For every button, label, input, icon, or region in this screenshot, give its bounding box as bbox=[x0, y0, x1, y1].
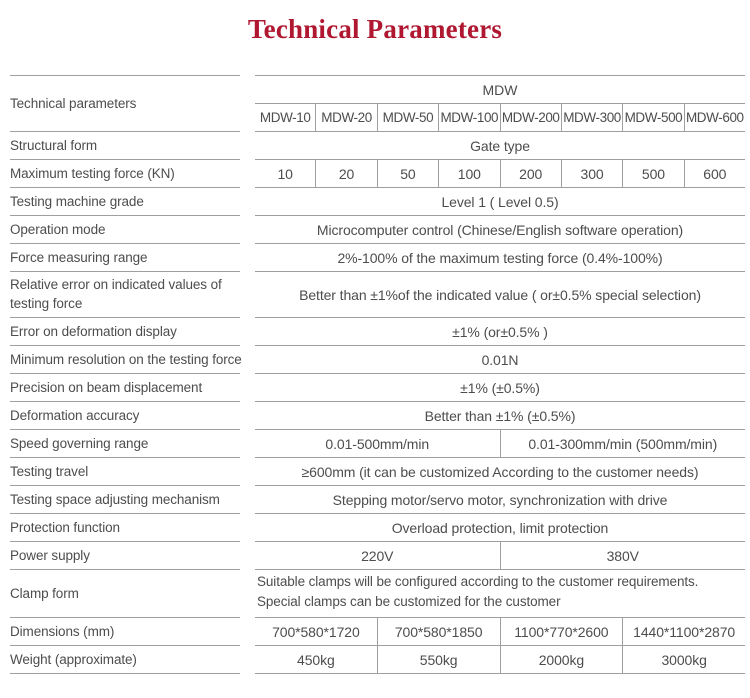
row-label: Power supply bbox=[10, 542, 240, 570]
row-weight bbox=[10, 646, 745, 674]
cell-value: 0.01-500mm/min bbox=[325, 435, 430, 452]
row-label: Dimensions (mm) bbox=[10, 618, 240, 646]
row-minimum-resolution bbox=[10, 346, 745, 374]
model-name: MDW-500 bbox=[622, 104, 683, 131]
cell-value: 300 bbox=[561, 160, 622, 187]
page-title: Technical Parameters bbox=[247, 14, 503, 44]
model-name: MDW-200 bbox=[500, 104, 561, 131]
model-header-cells bbox=[255, 104, 745, 131]
cell-value: 450kg bbox=[297, 651, 335, 668]
cell-value: 0.01N bbox=[481, 351, 519, 368]
row-label: Error on deformation display bbox=[10, 318, 240, 346]
row-power-supply bbox=[10, 542, 745, 570]
cell-value: 1100*770*2600 bbox=[500, 618, 623, 645]
row-dimensions bbox=[10, 618, 745, 646]
row-space-adjusting-mechanism bbox=[10, 486, 745, 514]
row-label: Relative error on indicated values of testing force bbox=[10, 272, 240, 318]
cell-value: Better than ±1%of the indicated value ( or±0.5% special selection) bbox=[299, 286, 701, 303]
row-label: Operation mode bbox=[10, 216, 240, 244]
model-name: MDW-600 bbox=[684, 104, 745, 131]
model-name: MDW-100 bbox=[438, 104, 499, 131]
cell-value: 220V bbox=[361, 547, 394, 564]
row-label: Precision on beam displacement bbox=[10, 374, 240, 402]
cell-value: 2000kg bbox=[500, 646, 623, 673]
row-deformation-display-error bbox=[10, 318, 745, 346]
cell-value: Overload protection, limit protection bbox=[391, 519, 609, 536]
cell-value: Level 1 ( Level 0.5) bbox=[441, 193, 559, 210]
row-operation-mode bbox=[10, 216, 745, 244]
cell-value: ±1% (±0.5%) bbox=[460, 379, 540, 396]
row-structural-form bbox=[10, 132, 745, 160]
cell-value: Gate type bbox=[470, 137, 530, 154]
cell-value: Stepping motor/servo motor, synchronization with drive bbox=[332, 491, 668, 508]
cell-value: 550kg bbox=[377, 646, 500, 673]
model-name: MDW-300 bbox=[561, 104, 622, 131]
row-label: Maximum testing force (KN) bbox=[10, 160, 240, 188]
cell-value: ±1% (or±0.5% ) bbox=[452, 323, 548, 340]
cell-value: 500 bbox=[622, 160, 683, 187]
cell-value: Microcomputer control (Chinese/English software operation) bbox=[316, 221, 684, 238]
cell-value: 1440*1100*2870 bbox=[622, 618, 745, 645]
row-label: Protection function bbox=[10, 514, 240, 542]
cell-value: 0.01-300mm/min (500mm/min) bbox=[500, 430, 746, 457]
row-max-testing-force bbox=[10, 160, 745, 188]
row-protection-function bbox=[10, 514, 745, 542]
row-force-measuring-range bbox=[10, 244, 745, 272]
model-name: MDW-50 bbox=[377, 104, 438, 131]
row-label: Testing space adjusting mechanism bbox=[10, 486, 240, 514]
column-gap bbox=[240, 75, 255, 132]
cell-value: 20 bbox=[315, 160, 376, 187]
cell-value: 700*580*1720 bbox=[272, 623, 360, 640]
row-speed-governing-range bbox=[10, 430, 745, 458]
cell-value: 380V bbox=[500, 542, 746, 569]
cell-value: 3000kg bbox=[622, 646, 745, 673]
parameters-table bbox=[10, 75, 745, 674]
model-name: MDW-10 bbox=[259, 110, 311, 125]
row-machine-grade bbox=[10, 188, 745, 216]
row-clamp-form bbox=[10, 570, 745, 618]
table-header-row bbox=[10, 75, 745, 132]
model-group-cell: MDW bbox=[255, 76, 745, 104]
row-testing-travel bbox=[10, 458, 745, 486]
cell-value: Suitable clamps will be configured according to the customer requirements. Special clamps can be customized for the customer bbox=[257, 574, 699, 610]
row-label: Minimum resolution on the testing force bbox=[10, 346, 240, 374]
row-label: Clamp form bbox=[10, 570, 240, 618]
header-label: Technical parameters bbox=[10, 75, 240, 132]
row-relative-error bbox=[10, 272, 745, 318]
cell-value: 2%-100% of the maximum testing force (0.4%-100%) bbox=[337, 249, 663, 266]
row-beam-displacement-precision bbox=[10, 374, 745, 402]
row-label: Force measuring range bbox=[10, 244, 240, 272]
cell-value: 700*580*1850 bbox=[377, 618, 500, 645]
row-deformation-accuracy bbox=[10, 402, 745, 430]
cell-value: Better than ±1% (±0.5%) bbox=[424, 407, 576, 424]
row-label: Weight (approximate) bbox=[10, 646, 240, 674]
cell-value: 50 bbox=[377, 160, 438, 187]
cell-value: 600 bbox=[684, 160, 745, 187]
row-label: Testing travel bbox=[10, 458, 240, 486]
row-label: Speed governing range bbox=[10, 430, 240, 458]
cell-value: 10 bbox=[277, 165, 293, 182]
cell-value: 100 bbox=[438, 160, 499, 187]
cell-value: ≥600mm (it can be customized According to the customer needs) bbox=[301, 463, 699, 480]
cell-value: 200 bbox=[500, 160, 561, 187]
row-label: Structural form bbox=[10, 132, 240, 160]
row-label: Testing machine grade bbox=[10, 188, 240, 216]
model-name: MDW-20 bbox=[315, 104, 376, 131]
row-label: Deformation accuracy bbox=[10, 402, 240, 430]
